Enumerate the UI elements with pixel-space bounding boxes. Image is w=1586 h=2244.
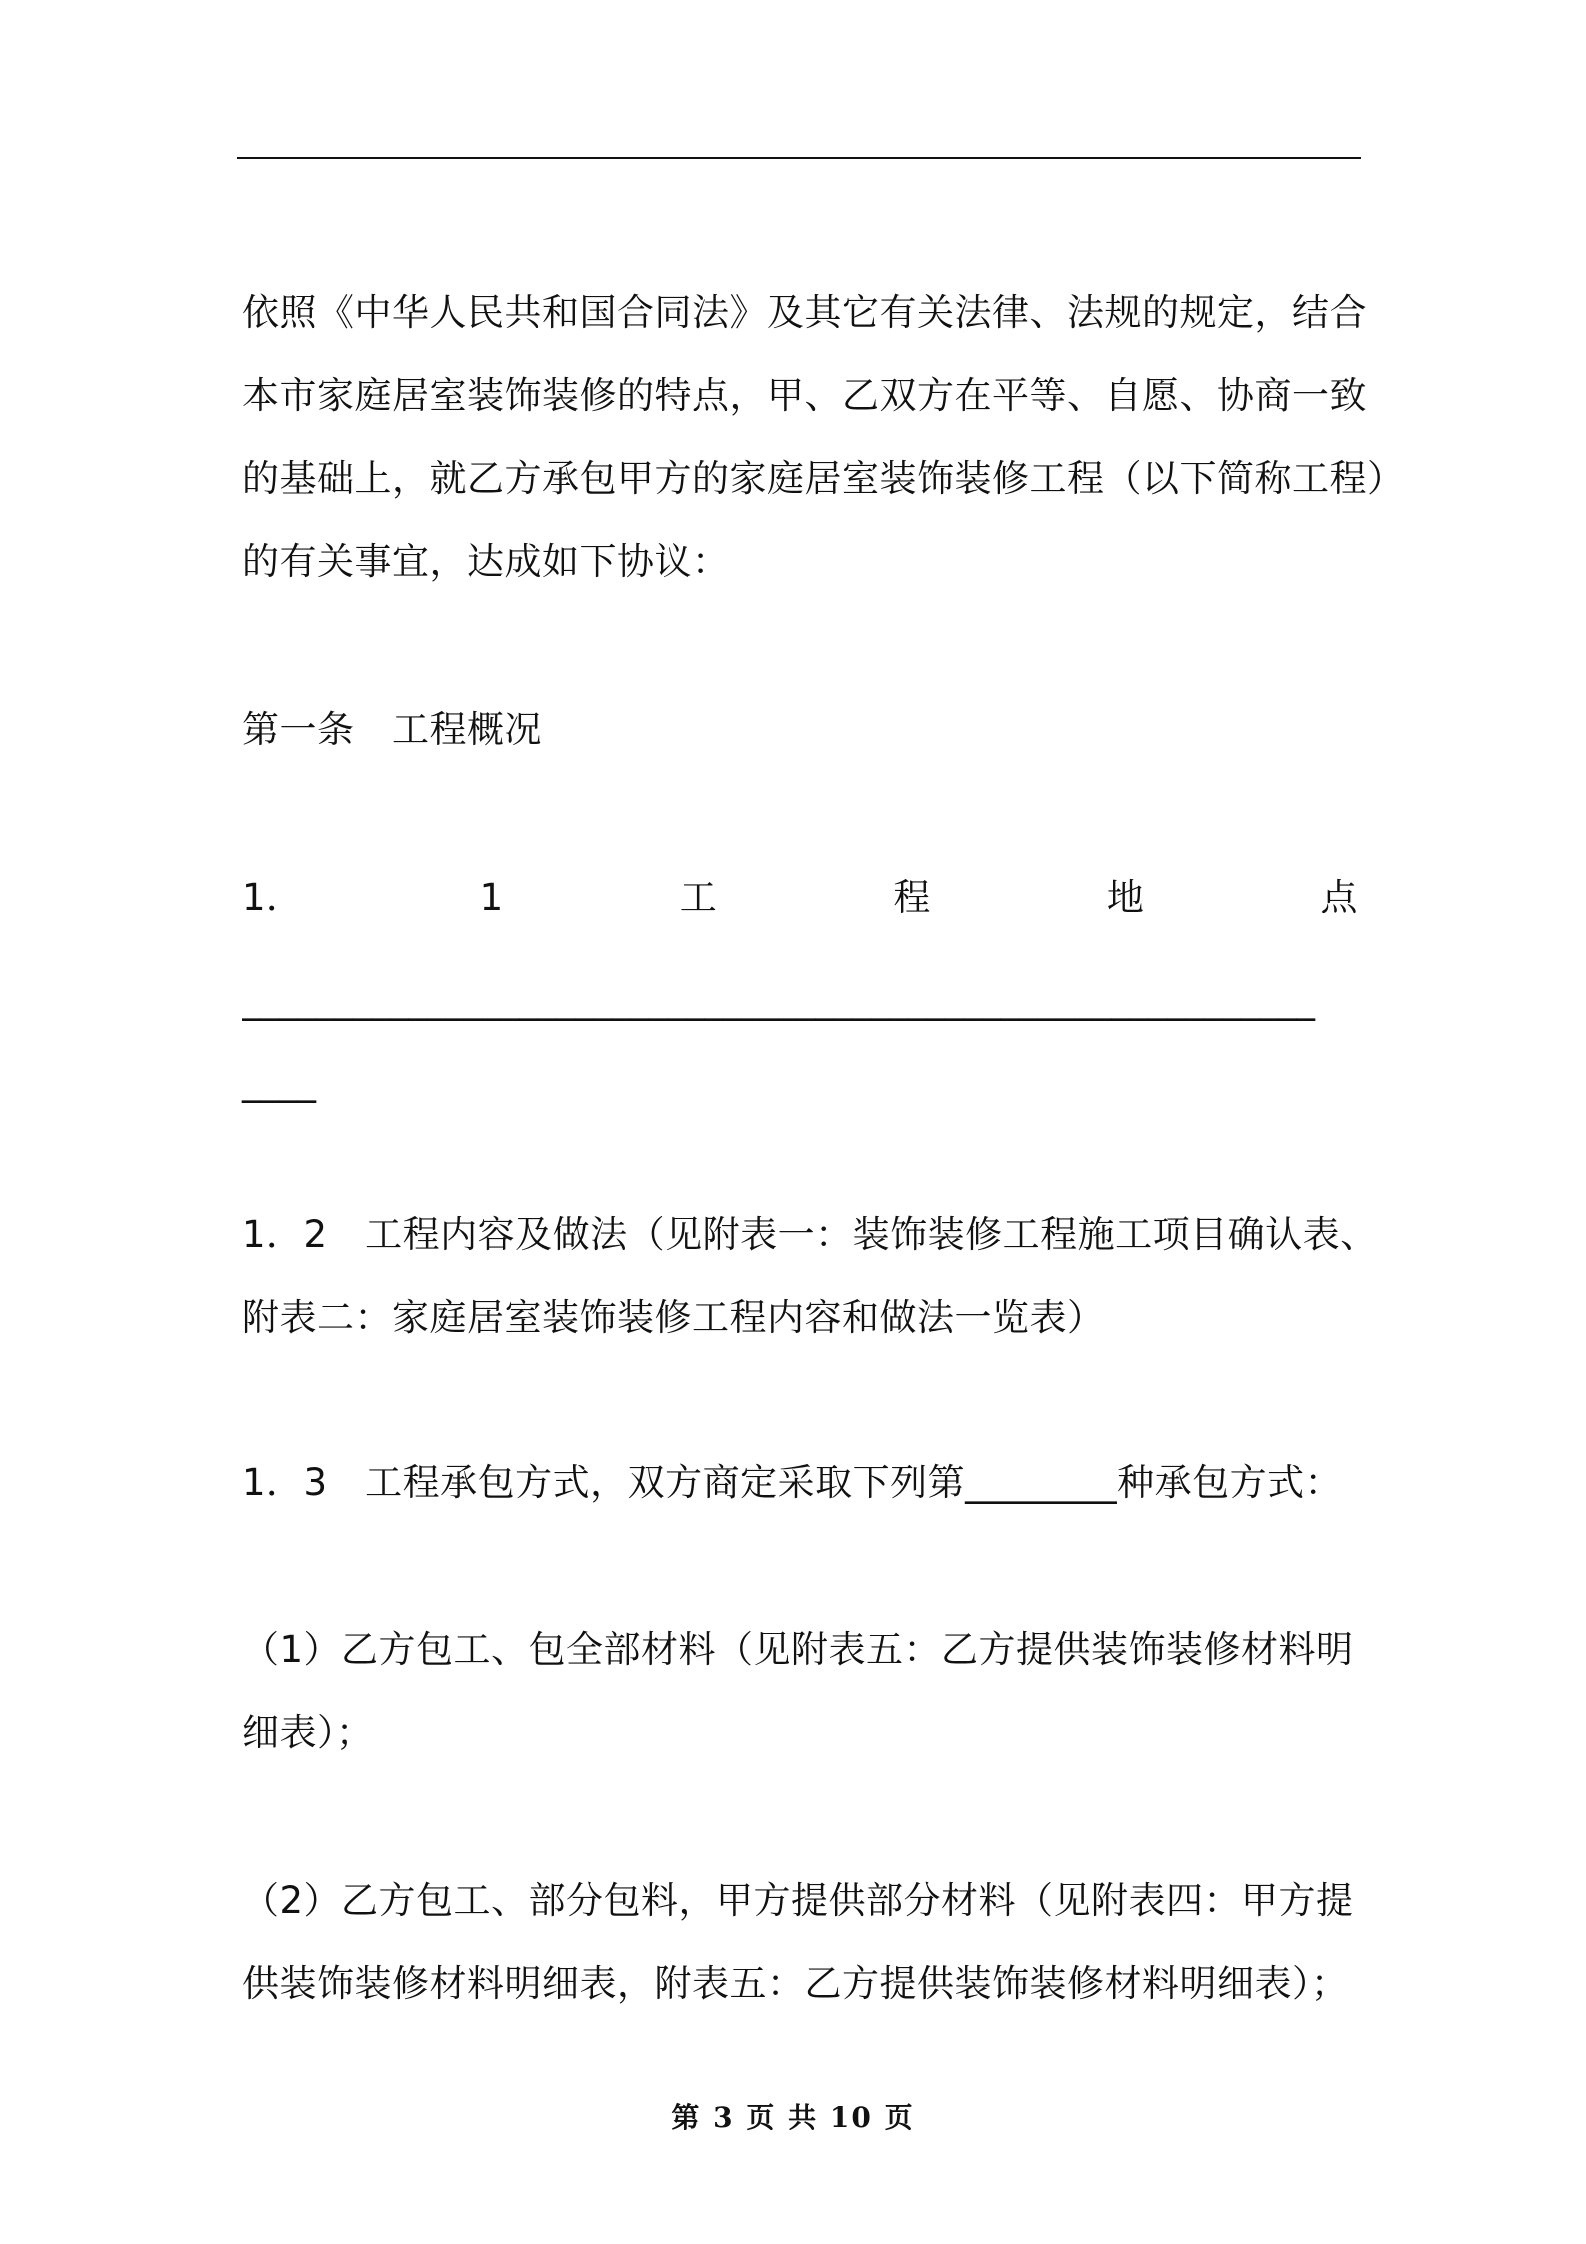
item-1-2-line-2: 附表二：家庭居室装饰装修工程内容和做法一览表） [242,1296,1105,1339]
item-1-1-blank-line-1: __________________________________________________________ [242,978,1315,1021]
article-1-heading: 第一条 工程概况 [242,708,542,751]
page-number-footer: 第 3 页 共 10 页 [671,2101,915,2134]
option-2-line-1: （2）乙方包工、部分包料，甲方提供部分材料（见附表四：甲方提 [242,1879,1354,1922]
item-1-1-part: 1． [242,876,304,919]
item-1-1-part: 工 [679,876,718,919]
item-1-1-blank-line-2: ____ [242,1060,316,1103]
intro-line-2: 本市家庭居室装饰装修的特点，甲、乙双方在平等、自愿、协商一致 [242,374,1367,417]
intro-line-4: 的有关事宜，达成如下协议： [242,540,730,583]
option-1-line-2: 细表）； [242,1711,374,1754]
option-1-line-1: （1）乙方包工、包全部材料（见附表五：乙方提供装饰装修材料明 [242,1628,1354,1671]
item-1-1-part: 地 [1106,876,1145,919]
option-2-line-2: 供装饰装修材料明细表，附表五：乙方提供装饰装修材料明细表）； [242,1962,1349,2005]
intro-line-1: 依照《中华人民共和国合同法》及其它有关法律、法规的规定，结合 [242,291,1367,334]
item-1-2-line-1: 1．2 工程内容及做法（见附表一：装饰装修工程施工项目确认表、 [242,1213,1378,1256]
item-1-1-line [242,874,1358,922]
item-1-1-part: 1 [479,876,504,919]
intro-line-3: 的基础上，就乙方承包甲方的家庭居室装饰装修工程（以下简称工程） [242,457,1405,500]
item-1-3-line: 1．3 工程承包方式，双方商定采取下列第________种承包方式： [242,1461,1343,1504]
item-1-1-part: 点 [1320,876,1358,919]
item-1-1-part: 程 [893,876,931,919]
header-rule [237,157,1361,159]
